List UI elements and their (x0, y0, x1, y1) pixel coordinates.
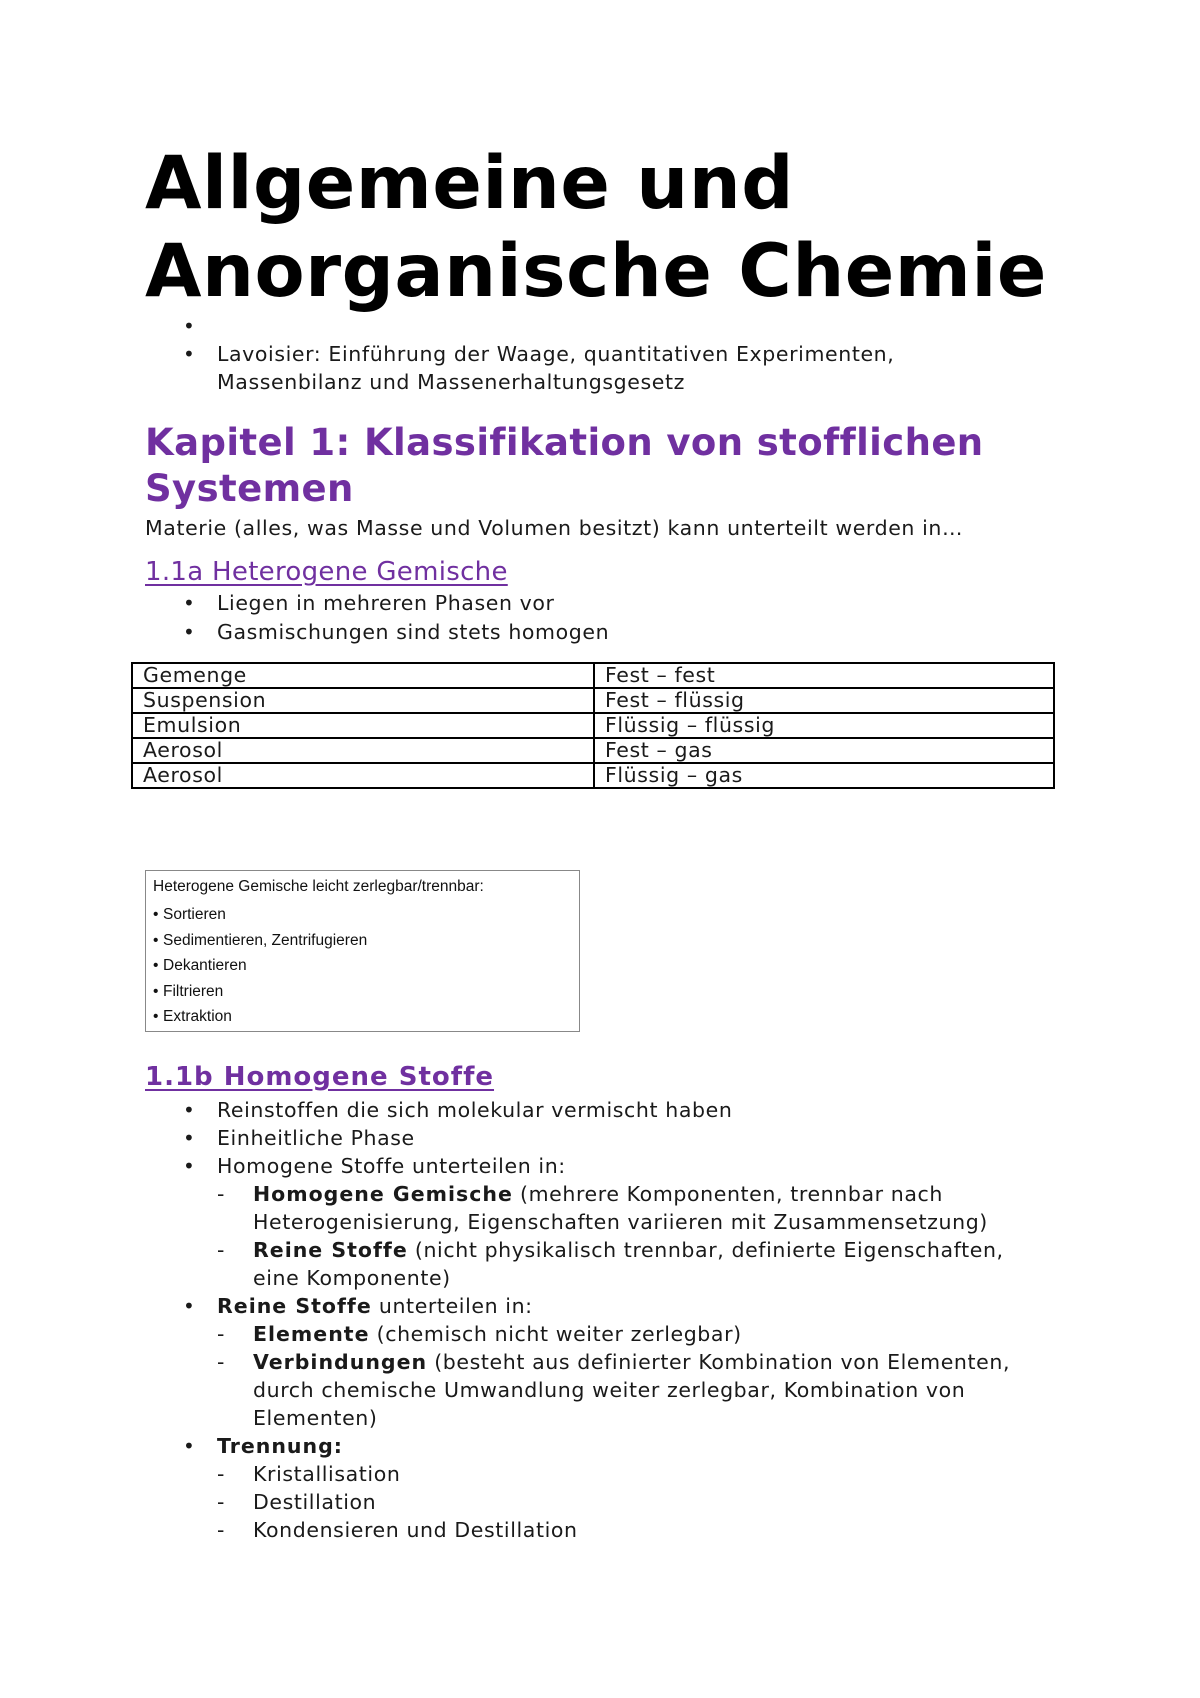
table-row (132, 663, 1054, 688)
bullet-icon: • (183, 1434, 196, 1458)
bullet-icon: • (183, 1294, 196, 1318)
section-heading-1-1a: 1.1a Heterogene Gemische (145, 557, 508, 587)
list-item (153, 928, 367, 954)
list-item-text: Dekantieren (163, 957, 247, 974)
list-item-text: Lavoisier: Einführung der Waage, quantitativen Experimenten, Massenbilanz und Massenerhaltungsgesetz (217, 342, 895, 394)
list-item-text: Einheitliche Phase (217, 1126, 415, 1150)
bullet-icon: • (183, 314, 196, 338)
sub-item-text: Destillation (253, 1490, 377, 1514)
bullet-icon: • (153, 906, 159, 923)
title-line-2: Anorganische Chemie (145, 229, 1047, 314)
table-cell: Gemenge (132, 663, 594, 688)
list-item-text: Filtrieren (163, 982, 224, 1000)
separation-box-title: Heterogene Gemische leicht zerlegbar/trennbar: (153, 878, 484, 895)
list-item-text: Sortieren (163, 906, 226, 923)
chapter-heading: Kapitel 1: Klassifikation von stofflichen Systemen (145, 421, 984, 510)
separation-methods-list (153, 902, 367, 1030)
table-cell: Suspension (132, 688, 594, 713)
list-item-text: Trennung: (217, 1434, 343, 1458)
table-cell: Aerosol (132, 763, 594, 788)
separation-methods-box (145, 870, 580, 1032)
list-item-text: Homogene Stoffe unterteilen in: (217, 1154, 566, 1178)
section-heading-1-1b: 1.1b Homogene Stoffe (145, 1062, 495, 1092)
list-item (153, 1004, 367, 1030)
bullet-icon: • (153, 931, 159, 949)
table-row (132, 713, 1054, 738)
list-item (153, 979, 367, 1005)
list-item (153, 902, 367, 928)
table-row (132, 738, 1054, 763)
sub-item-text (253, 1348, 1043, 1432)
dash-icon: - (217, 1182, 225, 1206)
bullet-icon: • (183, 342, 196, 366)
title-line-1: Allgemeine und (145, 141, 794, 226)
term-bold: Reine Stoffe (253, 1238, 408, 1262)
table-cell: Emulsion (132, 713, 594, 738)
bullet-icon: • (183, 1098, 196, 1122)
dash-icon: - (217, 1238, 225, 1262)
term-description: (mehrere Komponenten, trennbar nach Heterogenisierung, Eigenschaften variieren mit Zusammensetzung) (253, 1182, 988, 1234)
list-item-text: Extraktion (163, 1008, 232, 1025)
term-bold: Elemente (253, 1322, 370, 1346)
sub-item-text: Kristallisation (253, 1462, 401, 1486)
list-item (153, 953, 367, 979)
sub-item-text (253, 1236, 1033, 1292)
dash-icon: - (217, 1350, 225, 1374)
dash-icon: - (217, 1490, 225, 1514)
dash-icon: - (217, 1518, 225, 1542)
table-row (132, 763, 1054, 788)
table-row (132, 688, 1054, 713)
table-cell: Fest – flüssig (594, 688, 1054, 713)
table-cell: Aerosol (132, 738, 594, 763)
list-item-text: Reinstoffen die sich molekular vermischt haben (217, 1098, 733, 1122)
table-cell: Flüssig – flüssig (594, 713, 1054, 738)
mixture-types-table (131, 662, 1055, 789)
sub-item-text (253, 1320, 1053, 1348)
list-item-text (217, 1292, 1067, 1320)
term-description: (nicht physikalisch trennbar, definierte Eigenschaften, eine Komponente) (253, 1238, 1004, 1290)
bullet-icon: • (153, 982, 159, 1000)
table-cell: Flüssig – gas (594, 763, 1054, 788)
sub-item-text: Kondensieren und Destillation (253, 1518, 578, 1542)
document-title (145, 140, 1047, 316)
sub-item-text (253, 1180, 1033, 1236)
list-item-text: Liegen in mehreren Phasen vor (217, 591, 555, 615)
table-cell: Fest – fest (594, 663, 1054, 688)
list-item-text: Sedimentieren, Zentrifugieren (163, 931, 368, 949)
bullet-icon: • (183, 1154, 196, 1178)
term-description: (chemisch nicht weiter zerlegbar) (369, 1322, 742, 1346)
bullet-icon: • (183, 620, 196, 644)
bullet-icon: • (153, 1008, 159, 1025)
dash-icon: - (217, 1322, 225, 1346)
term-bold: Homogene Gemische (253, 1182, 513, 1206)
bullet-icon: • (183, 591, 196, 615)
dash-icon: - (217, 1462, 225, 1486)
chapter-intro: Materie (alles, was Masse und Volumen besitzt) kann unterteilt werden in… (145, 516, 964, 540)
term-bold: Reine Stoffe (217, 1294, 372, 1318)
table-cell: Fest – gas (594, 738, 1054, 763)
bullet-icon: • (153, 957, 159, 974)
bullet-icon: • (183, 1126, 196, 1150)
term-description: unterteilen in: (371, 1294, 533, 1318)
list-item-text: Gasmischungen sind stets homogen (217, 620, 610, 644)
term-description: (besteht aus definierter Kombination von Elementen, durch chemische Umwandlung weiter zerlegbar, Kombination von Elementen) (253, 1350, 1011, 1430)
term-bold: Verbindungen (253, 1350, 428, 1374)
